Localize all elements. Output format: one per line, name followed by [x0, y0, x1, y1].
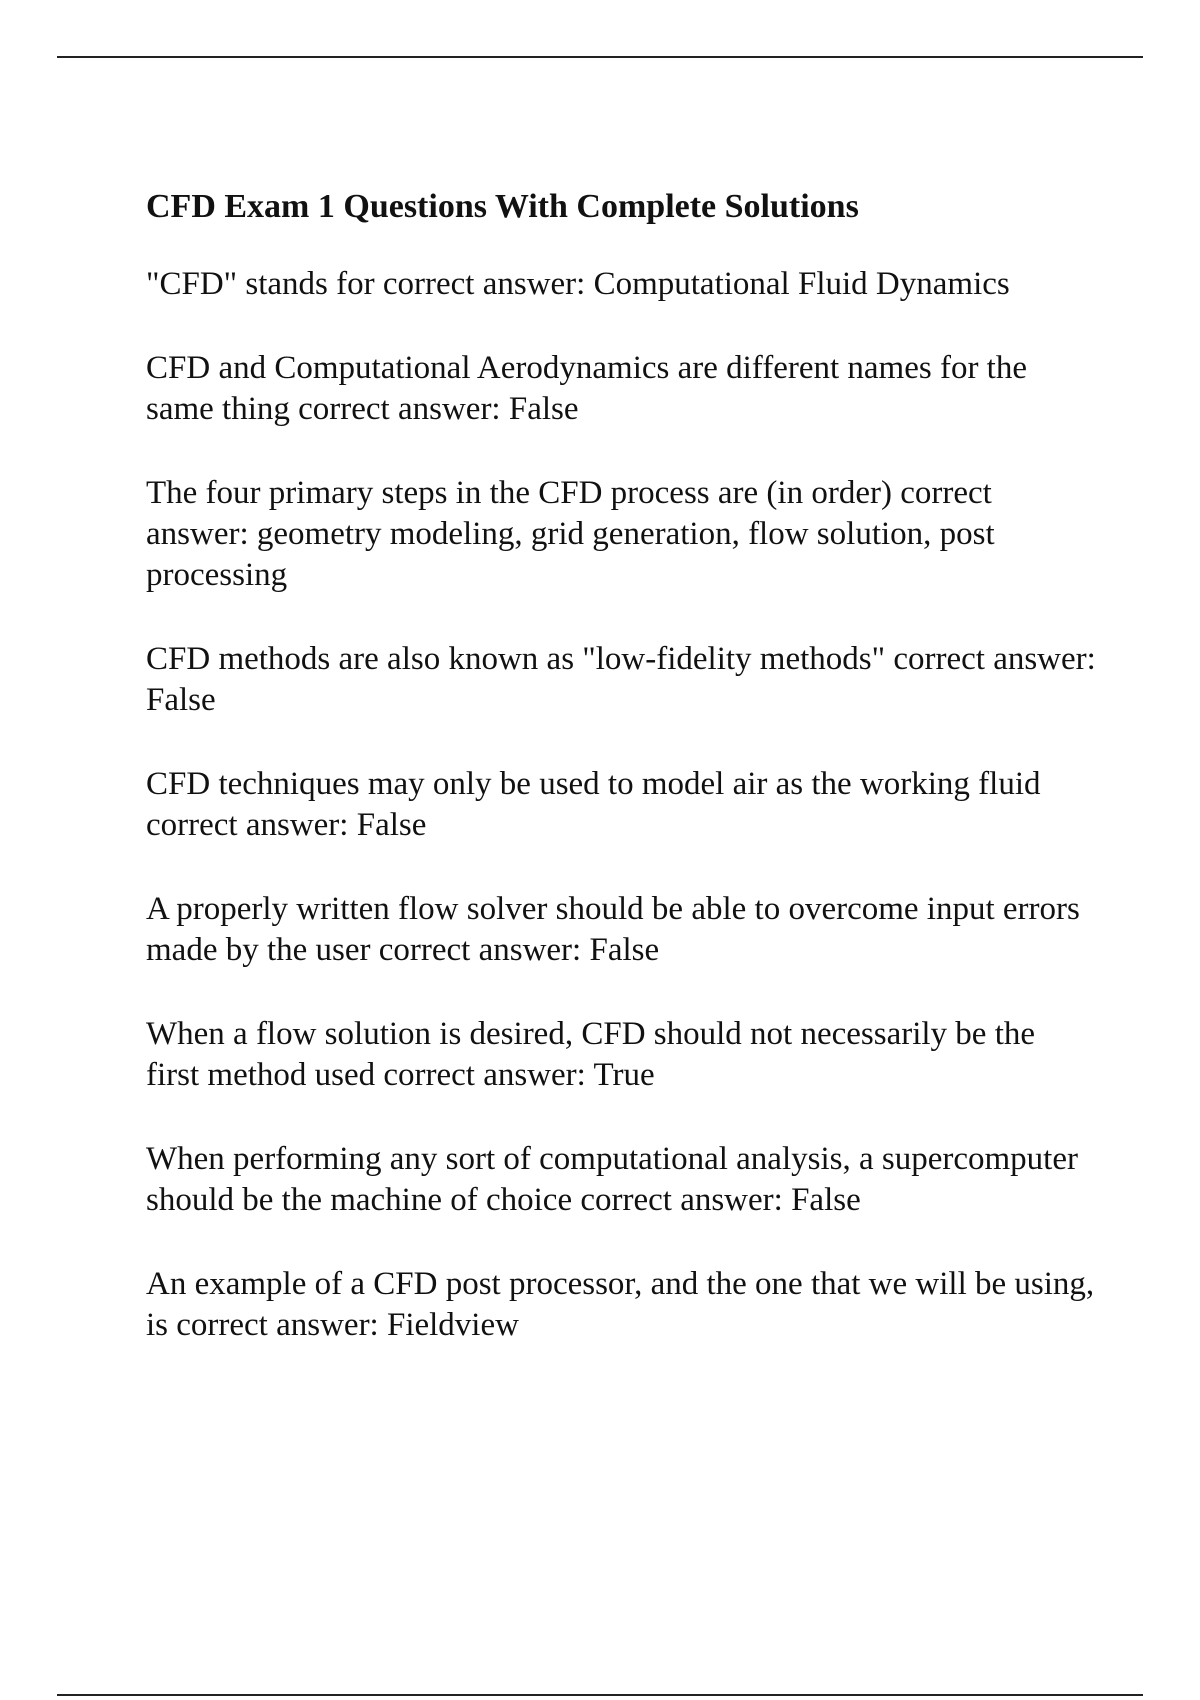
bottom-rule — [57, 1694, 1143, 1696]
qa-item-5: CFD techniques may only be used to model air as the working fluid correct answer: False — [146, 766, 1041, 843]
document-title: CFD Exam 1 Questions With Complete Solutions — [146, 188, 859, 225]
qa-item-2: CFD and Computational Aerodynamics are different names for the same thing correct answer: False — [146, 350, 1027, 427]
qa-item-6: A properly written flow solver should be able to overcome input errors made by the user correct answer: False — [146, 891, 1080, 968]
qa-item-4: CFD methods are also known as "low-fidelity methods" correct answer: False — [146, 641, 1096, 718]
qa-item-3: The four primary steps in the CFD process are (in order) correct answer: geometry modeling, grid generation, flow solution, post processing — [146, 475, 995, 593]
document-body — [146, 186, 1096, 1389]
qa-item-1: "CFD" stands for correct answer: Computational Fluid Dynamics — [146, 266, 1010, 302]
qa-item-8: When performing any sort of computational analysis, a supercomputer should be the machine of choice correct answer: False — [146, 1141, 1078, 1218]
top-rule — [57, 56, 1143, 58]
qa-item-9: An example of a CFD post processor, and the one that we will be using, is correct answer: Fieldview — [146, 1266, 1095, 1343]
qa-item-7: When a flow solution is desired, CFD should not necessarily be the first method used correct answer: True — [146, 1016, 1036, 1093]
